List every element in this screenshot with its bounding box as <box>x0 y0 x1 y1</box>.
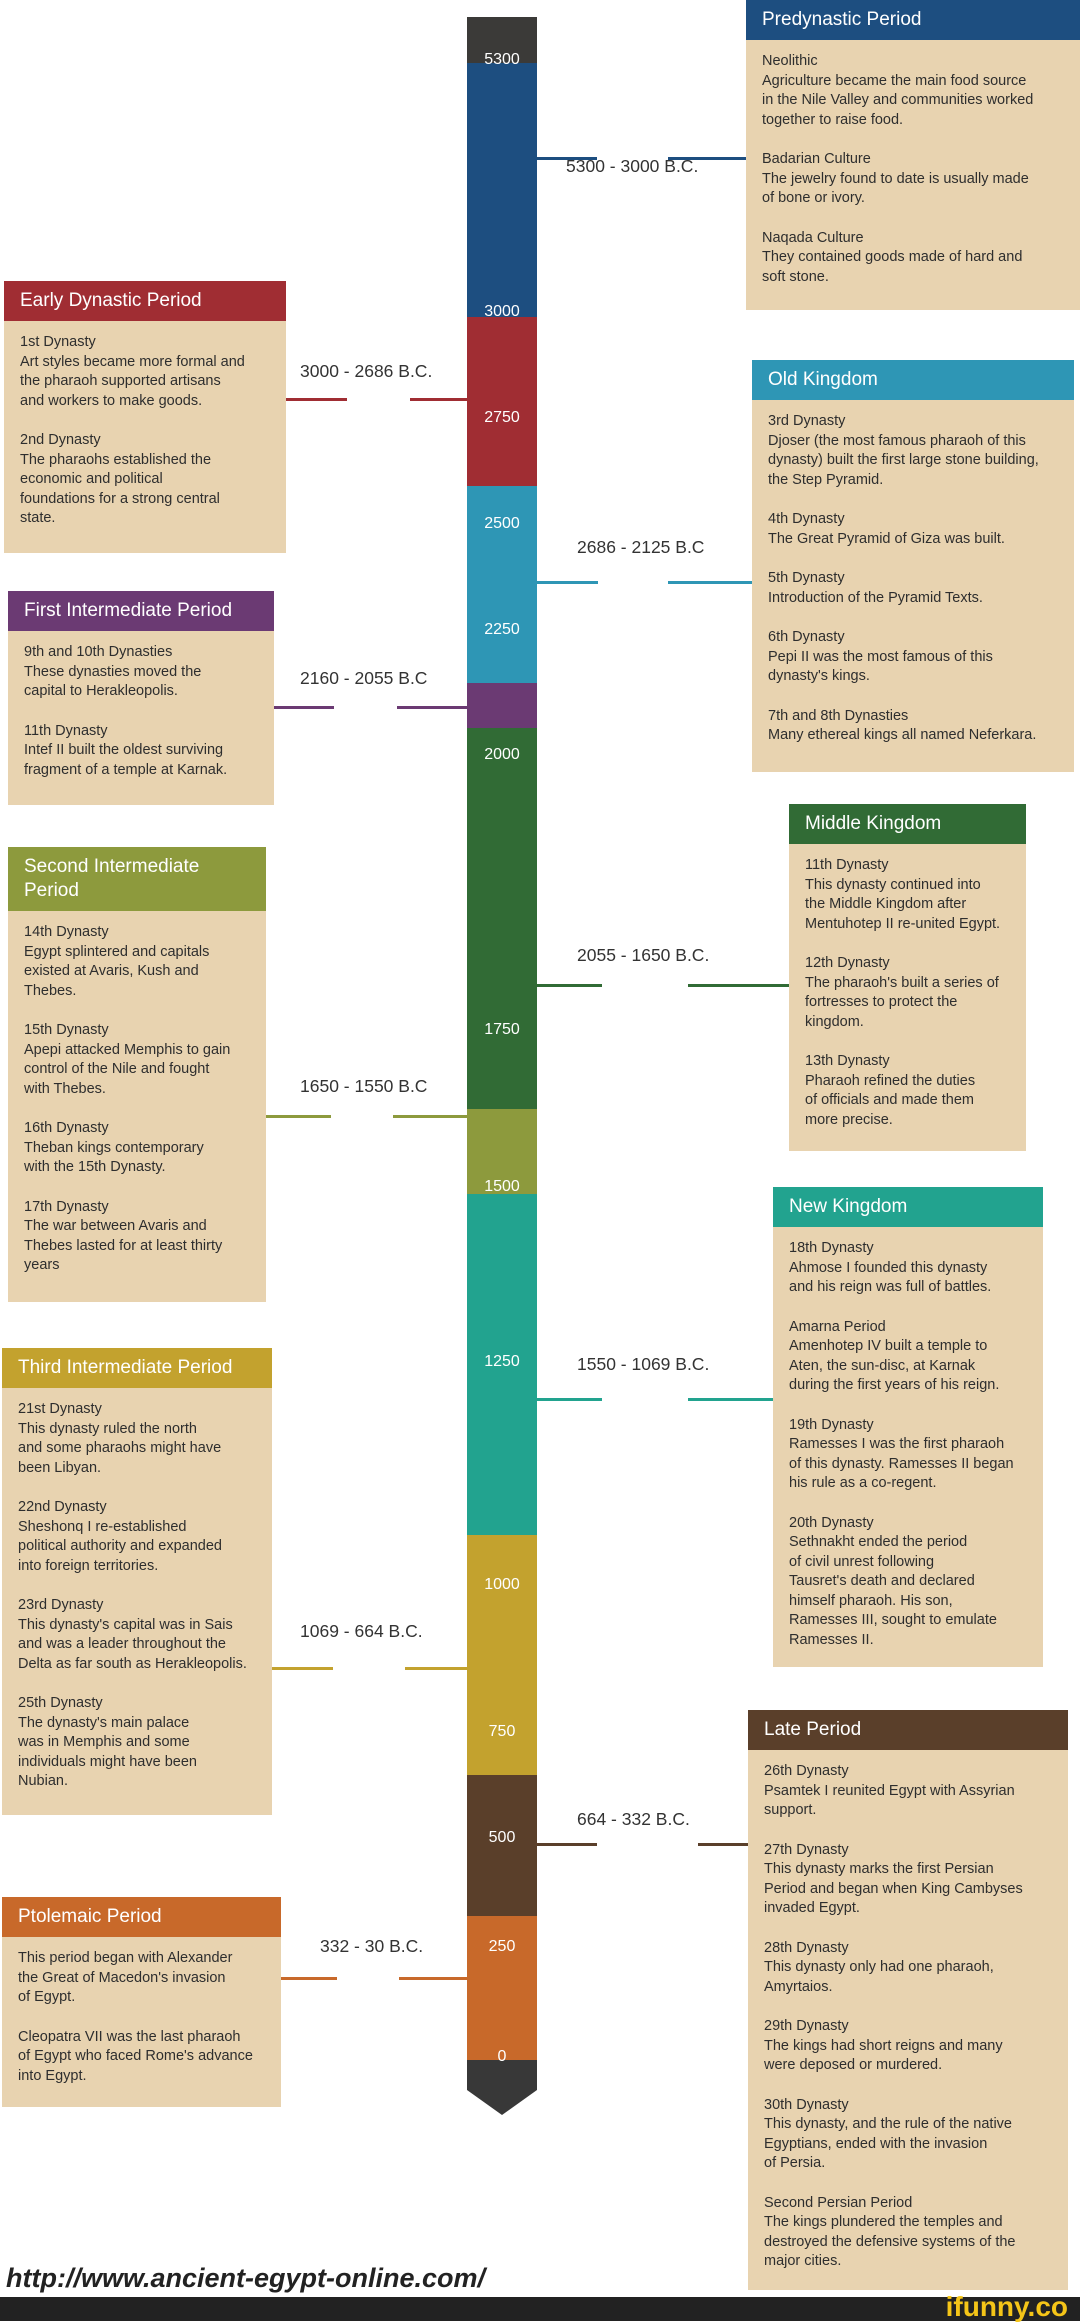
date-range-label: 1069 - 664 B.C. <box>300 1621 423 1641</box>
card-title: Second Intermediate Period <box>8 847 266 911</box>
entry-title: 4th Dynasty <box>768 511 845 527</box>
card-title: Predynastic Period <box>746 0 1080 40</box>
entry-description: Art styles became more formal and the pharaoh supported artisans and workers to make goods. <box>20 353 245 409</box>
entry-title: 3rd Dynasty <box>768 413 846 429</box>
connector-line <box>410 398 467 401</box>
entry-description: The Great Pyramid of Giza was built. <box>768 530 1005 547</box>
connector-line <box>537 1843 597 1846</box>
card-third <box>2 1348 272 1815</box>
connector-line <box>537 984 602 987</box>
seg-early <box>467 317 537 486</box>
date-range-label: 2160 - 2055 B.C <box>300 668 428 688</box>
card-body <box>773 1227 1043 1662</box>
footer-bar <box>0 2297 1080 2321</box>
entry-description: This dynasty, and the rule of the native Egyptians, ended with the invasion of Persia. <box>764 2116 1012 2171</box>
connector-line <box>668 581 752 584</box>
dynasty-entry <box>18 1949 265 2008</box>
entry-description: Ramesses I was the first pharaoh of this dynasty. Ramesses II began his rule as a co-regent. <box>789 1436 1014 1491</box>
dynasty-entry <box>18 1400 256 1478</box>
dynasty-entry <box>24 923 250 1001</box>
tick-label: 1250 <box>484 1353 520 1370</box>
tick-label: 750 <box>488 1723 516 1740</box>
card-title: Early Dynastic Period <box>4 281 286 321</box>
card-title: First Intermediate Period <box>8 591 274 631</box>
entry-description: These dynasties moved the capital to Herakleopolis. <box>24 663 202 699</box>
entry-description: Pharaoh refined the duties of officials and made them more precise. <box>805 1072 976 1128</box>
card-early <box>4 281 286 553</box>
entry-title: Naqada Culture <box>762 229 864 246</box>
card-title: Third Intermediate Period <box>2 1348 272 1388</box>
entry-title: Badarian Culture <box>762 151 871 167</box>
dynasty-entry <box>762 229 1064 288</box>
date-range-label: 5300 - 3000 B.C. <box>566 156 699 176</box>
dynasty-entry <box>18 2028 265 2087</box>
dynasty-entry <box>762 150 1064 209</box>
dynasty-entry <box>764 2194 1052 2272</box>
entry-title: 21st Dynasty <box>18 1401 102 1417</box>
connector-line <box>286 398 347 401</box>
dynasty-entry <box>768 412 1058 490</box>
tick-label: 2000 <box>484 746 520 763</box>
dynasty-entry <box>24 1119 250 1178</box>
entry-title: 28th Dynasty <box>764 1939 849 1956</box>
entry-title: 9th and 10th Dynasties <box>24 644 173 660</box>
card-body <box>752 400 1074 758</box>
date-range-label: 1550 - 1069 B.C. <box>577 1354 710 1374</box>
connector-line <box>399 1977 467 1980</box>
dynasty-entry <box>18 1596 256 1674</box>
entry-description: They contained goods made of hard and soft stone. <box>762 249 1023 285</box>
dynasty-entry <box>20 431 270 529</box>
dynasty-entry <box>20 333 270 411</box>
card-title: Late Period <box>748 1710 1068 1750</box>
entry-title: 19th Dynasty <box>789 1416 874 1433</box>
tick-label: 2500 <box>484 515 520 532</box>
connector-line <box>688 1398 773 1401</box>
entry-title: 22nd Dynasty <box>18 1499 107 1515</box>
connector-line <box>281 1977 337 1980</box>
entry-description: Psamtek I reunited Egypt with Assyrian support. <box>764 1782 1015 1818</box>
entry-title: Second Persian Period <box>764 2194 913 2211</box>
entry-description: The kings plundered the temples and destroyed the defensive systems of the major cities. <box>764 2214 1016 2269</box>
entry-title: Neolithic <box>762 53 818 69</box>
entry-description: The kings had short reigns and many were deposed or murdered. <box>764 2037 1003 2073</box>
dynasty-entry <box>805 1052 1010 1130</box>
dynasty-entry <box>764 1939 1052 1998</box>
card-first <box>8 591 274 805</box>
seg-predynastic <box>467 63 537 317</box>
dynasty-entry <box>805 856 1010 934</box>
entry-title: 15th Dynasty <box>24 1022 109 1038</box>
date-range-label: 664 - 332 B.C. <box>577 1809 690 1829</box>
dynasty-entry <box>764 2017 1052 2076</box>
dynasty-entry <box>768 510 1058 549</box>
ifunny-logo: ifunny.co <box>945 2291 1068 2322</box>
dynasty-entry <box>24 643 258 702</box>
dynasty-entry <box>764 2096 1052 2174</box>
seg-middle <box>467 728 537 1109</box>
tick-label: 5300 <box>484 51 520 68</box>
dynasty-entry <box>24 722 258 781</box>
card-ptolemaic <box>2 1897 281 2107</box>
entry-description: Introduction of the Pyramid Texts. <box>768 589 983 606</box>
dynasty-entry <box>764 1762 1052 1821</box>
dynasty-entry <box>24 1021 250 1099</box>
entry-title: 17th Dynasty <box>24 1198 109 1215</box>
card-body <box>746 40 1080 299</box>
dynasty-entry <box>18 1694 256 1792</box>
seg-first <box>467 683 537 728</box>
connector-line <box>405 1667 467 1670</box>
entry-title: 14th Dynasty <box>24 924 109 940</box>
entry-description: Amenhotep IV built a temple to Aten, the sun-disc, at Karnak during the first years of his reign. <box>789 1338 1000 1393</box>
entry-description: The pharaohs established the economic and political foundations for a strong central state. <box>20 451 220 526</box>
card-body <box>748 1750 1068 2284</box>
entry-description: Egypt splintered and capitals existed at Avaris, Kush and Thebes. <box>24 943 210 999</box>
dynasty-entry <box>789 1318 1027 1396</box>
entry-title: 1st Dynasty <box>20 334 96 350</box>
timeline-bar <box>467 17 537 2097</box>
entry-description: Apepi attacked Memphis to gain control of the Nile and fought with Thebes. <box>24 1041 231 1097</box>
entry-title: 26th Dynasty <box>764 1763 849 1779</box>
dynasty-entry <box>789 1416 1027 1494</box>
dynasty-entry <box>24 1198 250 1276</box>
date-range-label: 2686 - 2125 B.C <box>577 537 705 557</box>
card-title: Ptolemaic Period <box>2 1897 281 1937</box>
entry-title: 30th Dynasty <box>764 2096 849 2113</box>
connector-line <box>537 581 598 584</box>
card-title: New Kingdom <box>773 1187 1043 1227</box>
entry-title: 16th Dynasty <box>24 1120 109 1136</box>
entry-description: Cleopatra VII was the last pharaoh of Egypt who faced Rome's advance into Egypt. <box>18 2028 253 2084</box>
connector-line <box>266 1115 331 1118</box>
tick-label: 0 <box>497 2048 507 2065</box>
entry-description: Theban kings contemporary with the 15th Dynasty. <box>24 1139 204 1175</box>
entry-description: Many ethereal kings all named Neferkara. <box>768 727 1037 743</box>
entry-description: This dynasty continued into the Middle Kingdom after Mentuhotep II re-united Egypt. <box>805 876 1001 932</box>
entry-title: 11th Dynasty <box>24 722 108 739</box>
entry-description: This period began with Alexander the Great of Macedon's invasion of Egypt. <box>18 1950 233 2005</box>
date-range-label: 3000 - 2686 B.C. <box>300 361 433 381</box>
entry-description: Djoser (the most famous pharaoh of this dynasty) built the first large stone building, the Step Pyramid. <box>768 432 1039 488</box>
entry-title: 6th Dynasty <box>768 629 845 645</box>
entry-title: 2nd Dynasty <box>20 432 101 448</box>
entry-title: 5th Dynasty <box>768 570 845 586</box>
entry-description: Pepi II was the most famous of this dynasty's kings. <box>768 648 993 684</box>
entry-title: 20th Dynasty <box>789 1514 874 1531</box>
entry-description: This dynasty only had one pharaoh, Amyrtaios. <box>764 1959 994 1995</box>
tick-label: 500 <box>488 1829 516 1846</box>
seg-end-arrow <box>467 2060 537 2115</box>
entry-title: 27th Dynasty <box>764 1841 849 1858</box>
tick-label: 1750 <box>484 1021 520 1038</box>
dynasty-entry <box>768 628 1058 687</box>
card-body <box>4 321 286 541</box>
card-old <box>752 360 1074 772</box>
tick-label: 1000 <box>484 1576 520 1593</box>
card-middle <box>789 804 1026 1151</box>
tick-label: 250 <box>488 1938 516 1955</box>
tick-label: 3000 <box>484 303 520 320</box>
connector-line <box>274 706 334 709</box>
entry-title: 13th Dynasty <box>805 1053 890 1069</box>
entry-description: The dynasty's main palace was in Memphis and some individuals might have been Nubian. <box>18 1714 197 1789</box>
entry-title: 12th Dynasty <box>805 955 890 971</box>
dynasty-entry <box>764 1841 1052 1919</box>
entry-description: The war between Avaris and Thebes lasted for at least thirty years <box>24 1218 223 1273</box>
card-title: Middle Kingdom <box>789 804 1026 844</box>
entry-description: Sethnakht ended the period of civil unrest following Tausret's death and declared himself pharaoh. His son, Ramesses III, sought to emulate Ramesses II. <box>789 1534 997 1648</box>
dynasty-entry <box>768 569 1058 608</box>
dynasty-entry <box>805 954 1010 1032</box>
tick-label: 1500 <box>484 1178 520 1195</box>
entry-title: 18th Dynasty <box>789 1240 874 1256</box>
connector-line <box>393 1115 467 1118</box>
entry-description: The jewelry found to date is usually made of bone or ivory. <box>762 170 1029 206</box>
dynasty-entry <box>789 1514 1027 1651</box>
entry-title: 23rd Dynasty <box>18 1597 104 1613</box>
connector-line <box>272 1667 333 1670</box>
entry-title: 29th Dynasty <box>764 2018 849 2034</box>
date-range-label: 2055 - 1650 B.C. <box>577 945 710 965</box>
card-body <box>2 1388 272 1804</box>
card-late <box>748 1710 1068 2290</box>
connector-line <box>698 1843 748 1846</box>
tick-label: 2750 <box>484 409 520 426</box>
card-second <box>8 847 266 1302</box>
entry-title: 11th Dynasty <box>805 857 889 873</box>
card-body <box>8 911 266 1288</box>
connector-line <box>397 706 467 709</box>
card-body <box>8 631 274 792</box>
source-url[interactable]: http://www.ancient-egypt-online.com/ <box>6 2263 485 2293</box>
card-title: Old Kingdom <box>752 360 1074 400</box>
card-predynastic <box>746 0 1080 310</box>
connector-line <box>537 1398 602 1401</box>
dynasty-entry <box>789 1239 1027 1298</box>
date-range-label: 332 - 30 B.C. <box>320 1936 424 1956</box>
entry-description: Intef II built the oldest surviving fragment of a temple at Karnak. <box>24 742 228 778</box>
entry-description: Sheshonq I re-established political authority and expanded into foreign territories. <box>18 1518 222 1574</box>
dynasty-entry <box>768 707 1058 746</box>
entry-title: 7th and 8th Dynasties <box>768 707 909 724</box>
tick-label: 2250 <box>484 621 520 638</box>
entry-title: Amarna Period <box>789 1318 886 1335</box>
card-new <box>773 1187 1043 1667</box>
card-body <box>789 844 1026 1142</box>
entry-description: The pharaoh's built a series of fortresses to protect the kingdom. <box>805 974 999 1030</box>
entry-description: This dynasty marks the first Persian Period and began when King Cambyses invaded Egypt. <box>764 1861 1023 1916</box>
dynasty-entry <box>18 1498 256 1576</box>
card-body <box>2 1937 281 2098</box>
date-range-label: 1650 - 1550 B.C <box>300 1076 428 1096</box>
entry-description: This dynasty's capital was in Sais and was a leader throughout the Delta as far south as Herakleopolis. <box>18 1616 247 1672</box>
arrow-shape <box>467 2060 537 2115</box>
entry-title: 25th Dynasty <box>18 1695 103 1711</box>
connector-line <box>688 984 789 987</box>
dynasty-entry <box>762 52 1064 130</box>
entry-description: Ahmose I founded this dynasty and his reign was full of battles. <box>789 1259 992 1295</box>
entry-description: This dynasty ruled the north and some pharaohs might have been Libyan. <box>18 1420 222 1476</box>
entry-description: Agriculture became the main food source in the Nile Valley and communities worked together to raise food. <box>762 72 1034 128</box>
